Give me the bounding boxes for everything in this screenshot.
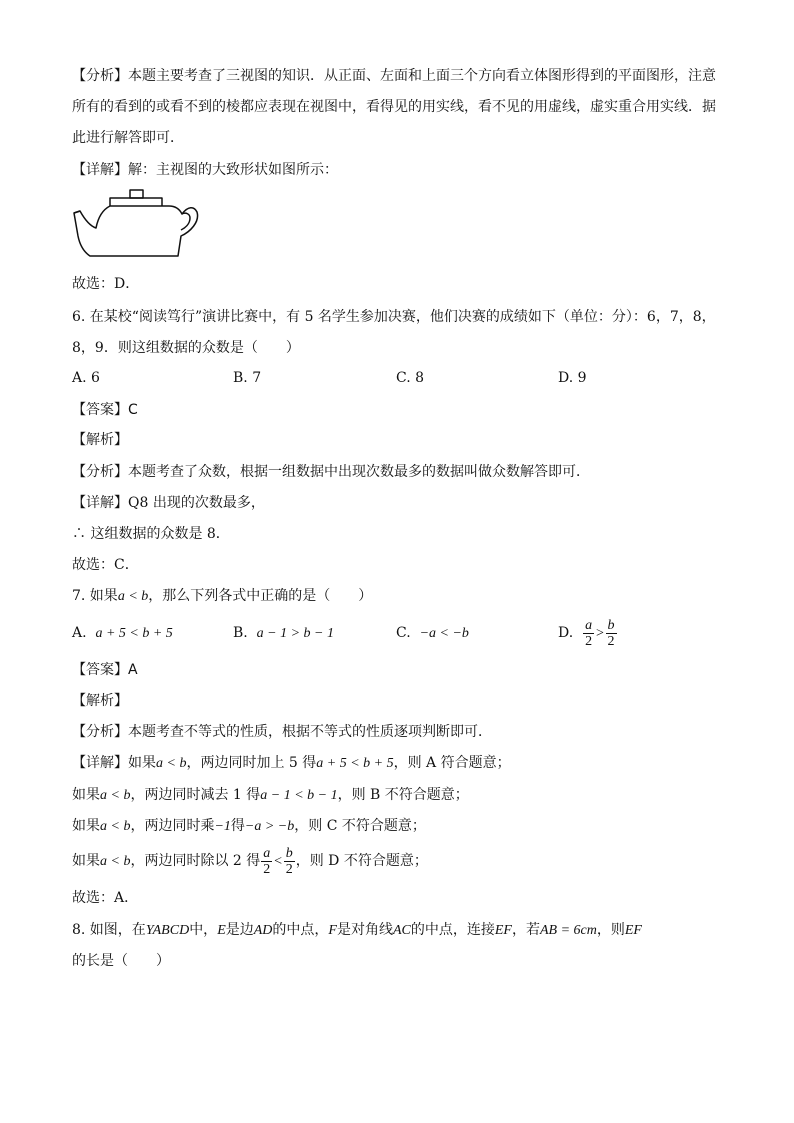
text: 是对角线 — [336, 922, 393, 938]
q7-stem-math: a < b — [117, 589, 149, 604]
text: ，则 D 不符合题意； — [295, 853, 428, 869]
text: ，两边同时乘 — [130, 818, 215, 834]
q7-option-c-label: C. — [396, 625, 411, 641]
math: EF — [494, 923, 512, 938]
math: a < b — [100, 819, 131, 834]
text: 如果 — [72, 818, 100, 834]
teapot-front-view-figure — [72, 188, 200, 260]
q7-option-c-math: −a < −b — [419, 626, 469, 641]
q7-option-a-label: A. — [72, 625, 87, 641]
q7-choice: 故选：A． — [72, 890, 139, 906]
q5-detail: 【详解】解：主视图的大致形状如图所示： — [72, 162, 338, 178]
text: ，则 C 不符合题意； — [294, 818, 426, 834]
fraction — [284, 846, 295, 877]
text: ，两边同时减去 1 得 — [130, 787, 261, 803]
q6-choice: 故选：C． — [72, 557, 139, 573]
text: ，则 — [596, 922, 625, 938]
q6-detail-line1: 【详解】Q8 出现的次数最多， — [72, 495, 265, 511]
q5-analysis-line2: 所有的看到的或看不到的棱都应表现在视图中，看得见的用实线，看不见的用虚线，虚实重合用实线．据 — [72, 99, 716, 115]
text: ，则 A 符合题意； — [393, 755, 511, 771]
fraction — [261, 846, 272, 877]
text: 的中点， — [272, 922, 329, 938]
q7-stem — [72, 586, 372, 607]
q7-option-d-fraction-right — [606, 618, 617, 649]
q7-solution-heading: 【解析】 — [72, 693, 128, 709]
text: 中， — [189, 922, 218, 938]
math: EF — [624, 923, 642, 938]
fraction-denominator: 2 — [585, 633, 593, 649]
q7-option-b-math: a − 1 > b − 1 — [256, 626, 334, 641]
math: YABCD — [145, 923, 190, 938]
q5-choice: 故选：D． — [72, 276, 140, 292]
q7-option-a — [72, 623, 173, 644]
q7-option-b-label: B. — [233, 625, 248, 641]
math: < — [273, 854, 283, 869]
text: 【详解】如果 — [72, 755, 156, 771]
math: AC — [392, 923, 411, 938]
math: a − 1 < b − 1 — [260, 788, 338, 803]
math: F — [328, 923, 337, 938]
q7-answer: 【答案】A — [72, 662, 138, 678]
math: −a > −b — [244, 819, 295, 834]
q7-stem-prefix: 7. 如果 — [72, 588, 118, 604]
q6-detail-line2: ∴ 这组数据的众数是 8． — [72, 526, 230, 542]
math: AB = 6cm — [539, 923, 597, 938]
fraction-numerator: b — [285, 845, 293, 861]
text: 8. 如图，在 — [72, 922, 146, 938]
q6-solution-heading: 【解析】 — [72, 432, 128, 448]
q7-option-b — [233, 623, 334, 644]
fraction-denominator: 2 — [285, 861, 293, 877]
q7-stem-suffix: ，那么下列各式中正确的是（ ） — [148, 588, 373, 604]
math: a < b — [100, 854, 131, 869]
fraction-denominator: 2 — [263, 861, 271, 877]
q7-option-d — [558, 614, 618, 653]
q6-option-b: B. 7 — [233, 370, 262, 386]
fraction-numerator: a — [585, 617, 593, 633]
text: ，则 B 不符合题意； — [337, 787, 469, 803]
q8-stem-line1 — [72, 920, 642, 941]
q7-option-d-label: D. — [558, 625, 574, 641]
math: a < b — [156, 756, 187, 771]
q7-detail-line3 — [72, 816, 426, 837]
q7-option-c — [396, 623, 469, 644]
text: ，若 — [511, 922, 540, 938]
q6-analysis: 【分析】本题考查了众数，根据一组数据中出现次数最多的数据叫做众数解答即可． — [72, 464, 590, 480]
q6-option-d: D. 9 — [558, 370, 587, 386]
math: AD — [253, 923, 273, 938]
q7-detail-line1 — [72, 753, 511, 774]
fraction-denominator: 2 — [607, 633, 615, 649]
q6-stem-line1: 6. 在某校“阅读笃行”演讲比赛中，有 5 名学生参加决赛，他们决赛的成绩如下（单位：分）：6，7，8， — [72, 309, 716, 325]
text: ，两边同时加上 5 得 — [186, 755, 317, 771]
q7-option-a-math: a + 5 < b + 5 — [95, 626, 173, 641]
math: −1 — [214, 819, 231, 834]
fraction-numerator: b — [607, 617, 615, 633]
q7-detail-line2 — [72, 785, 469, 806]
text: 是边 — [225, 922, 254, 938]
q7-option-d-fraction-left — [583, 618, 594, 649]
q6-option-c: C. 8 — [396, 370, 425, 386]
q7-option-d-operator: > — [595, 626, 605, 641]
fraction-numerator: a — [263, 845, 271, 861]
q6-stem-line2: 8，9．则这组数据的众数是（ ） — [72, 340, 300, 356]
q6-answer: 【答案】C — [72, 402, 138, 418]
q5-analysis-line3: 此进行解答即可． — [72, 130, 184, 146]
q5-analysis-line1: 【分析】本题主要考查了三视图的知识．从正面、左面和上面三个方向看立体图形得到的平面图形，注意 — [72, 68, 716, 84]
q8-stem-line2: 的长是（ ） — [72, 953, 170, 969]
text: 如果 — [72, 787, 100, 803]
text: 如果 — [72, 853, 100, 869]
text: ，两边同时除以 2 得 — [130, 853, 261, 869]
q7-analysis: 【分析】本题考查不等式的性质，根据不等式的性质逐项判断即可． — [72, 724, 492, 740]
math: E — [217, 923, 226, 938]
q7-detail-line4 — [72, 842, 428, 881]
text: 得 — [230, 818, 245, 834]
math: a < b — [100, 788, 131, 803]
q6-option-a: A. 6 — [72, 370, 100, 386]
math: a + 5 < b + 5 — [316, 756, 394, 771]
text: 的中点，连接 — [410, 922, 495, 938]
